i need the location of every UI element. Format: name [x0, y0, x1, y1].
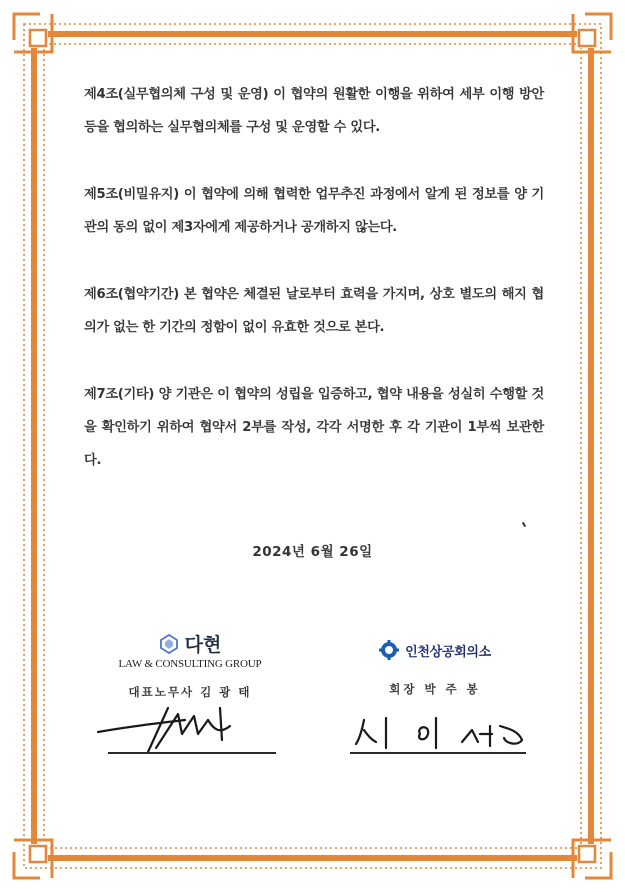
- incheon-chamber-logo-icon: [379, 640, 399, 660]
- article-6: 제6조(협약기간) 본 협약은 체결된 날로부터 효력을 가지며, 상호 별도의 해지 협의가 없는 한 기간의 정함이 없이 유효한 것으로 본다.: [84, 287, 544, 335]
- party-right-signature-line: [350, 752, 526, 754]
- article-4: 제4조(실무협의체 구성 및 운영) 이 협약의 원활한 이행을 위하여 세부 이행 방안 등을 협의하는 실무협의체를 구성 및 운영할 수 있다.: [84, 87, 544, 135]
- party-right: [340, 640, 530, 697]
- agreement-date: 2024년 6월 26일: [252, 544, 373, 560]
- party-left-org-sub: LAW & CONSULTING GROUP: [118, 658, 262, 670]
- party-left-representative: 대표노무사 김 광 태: [128, 685, 252, 699]
- article-5: 제5조(비밀유지) 이 협약에 의해 협력한 업무추진 과정에서 알게 된 정보를 양 기관의 동의 없이 제3자에게 제공하거나 공개하지 않는다.: [84, 187, 544, 235]
- party-left: [100, 630, 280, 700]
- party-left-org-name: 다현: [184, 634, 222, 656]
- party-right-representative: 회장 박 주 봉: [389, 682, 481, 696]
- dahyun-logo-icon: [159, 634, 179, 654]
- party-left-signature: [90, 700, 290, 760]
- party-left-signature-line: [108, 752, 276, 754]
- articles-section: [84, 78, 544, 511]
- party-right-org: [340, 640, 530, 660]
- party-left-org: [100, 630, 280, 657]
- party-right-org-name: 인천상공회의소: [405, 644, 491, 660]
- article-7: 제7조(기타) 양 기관은 이 협약의 성립을 입증하고, 협약 내용을 성실히 수행할 것을 확인하기 위하여 협약서 2부를 작성, 각각 서명한 후 각 기관이 1부씩 보관한다.: [84, 387, 544, 468]
